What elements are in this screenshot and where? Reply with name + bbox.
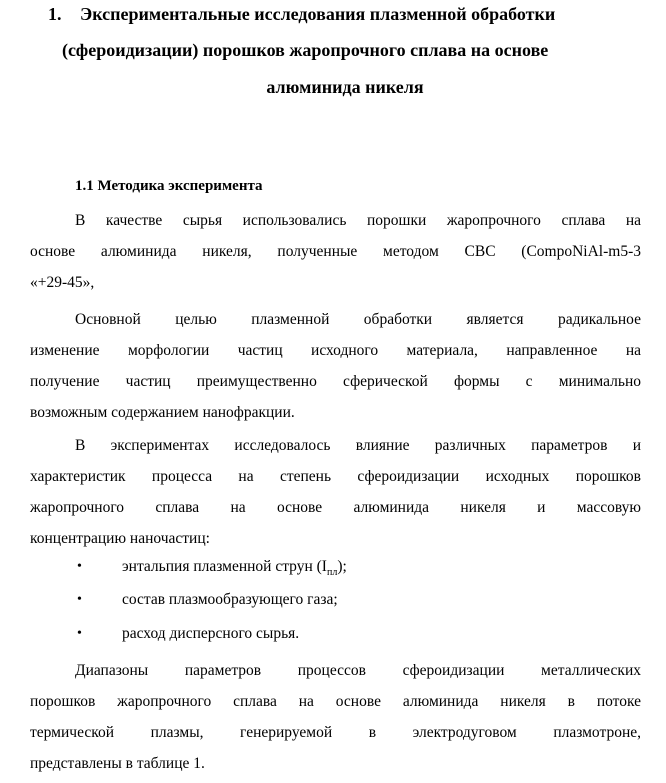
paragraph-line: основе алюминида никеля, полученные методом СВС (CompoNiAl-m5-3: [30, 243, 641, 260]
bullet-marker: •: [77, 592, 82, 607]
list-item-text: энтальпия плазменной струн $(I_{пл})$;: [122, 558, 347, 579]
bullet-marker: •: [77, 626, 82, 641]
paragraph-line: «+29-45»,: [30, 274, 95, 291]
paragraph-line: термической плазмы, генерируемой в электродуговом плазмотроне,: [30, 724, 641, 741]
paragraph-line: В качестве сырья использовались порошки жаропрочного сплава на: [75, 212, 641, 229]
paragraph-line: порошков жаропрочного сплава на основе алюминида никеля в потоке: [30, 693, 641, 710]
list-item-text: расход дисперсного сырья.: [122, 625, 300, 642]
paragraph-line: представлены в таблице 1.: [30, 755, 205, 772]
paragraph-line: изменение морфологии частиц исходного материала, направленное на: [30, 342, 641, 359]
section-title-line-3: алюминида никеля: [266, 77, 424, 97]
paragraph-4: [30, 655, 641, 779]
subsection-heading: 1.1 Методика эксперимента: [75, 178, 263, 194]
paragraph-line: характеристик процесса на степень сфероидизации исходных порошков: [30, 468, 641, 485]
paragraph-line: возможным содержанием нанофракции.: [30, 404, 295, 421]
paragraph-line: получение частиц преимущественно сферической формы с минимально: [30, 373, 641, 390]
section-number: 1.: [48, 4, 62, 24]
paragraph-2: [30, 304, 641, 428]
paragraph-3: [30, 430, 641, 554]
paragraph-line: концентрацию наночастиц:: [30, 530, 210, 547]
paragraph-1: [30, 205, 641, 298]
paragraph-line: жаропрочного сплава на основе алюминида никеля и массовую: [30, 499, 641, 516]
paragraph-line: Диапазоны параметров процессов сфероидизации металлических: [75, 662, 641, 679]
bullet-marker: •: [77, 559, 82, 574]
paragraph-line: Основной целью плазменной обработки является радикальное: [75, 311, 641, 328]
section-title-line-1: Экспериментальные исследования плазменной обработки: [80, 4, 556, 24]
section-title-line-2: (сфероидизации) порошков жаропрочного сплава на основе: [62, 40, 549, 60]
list-item-text: состав плазмообразующего газа;: [122, 591, 338, 608]
paragraph-line: В экспериментах исследовалось влияние различных параметров и: [75, 437, 641, 454]
